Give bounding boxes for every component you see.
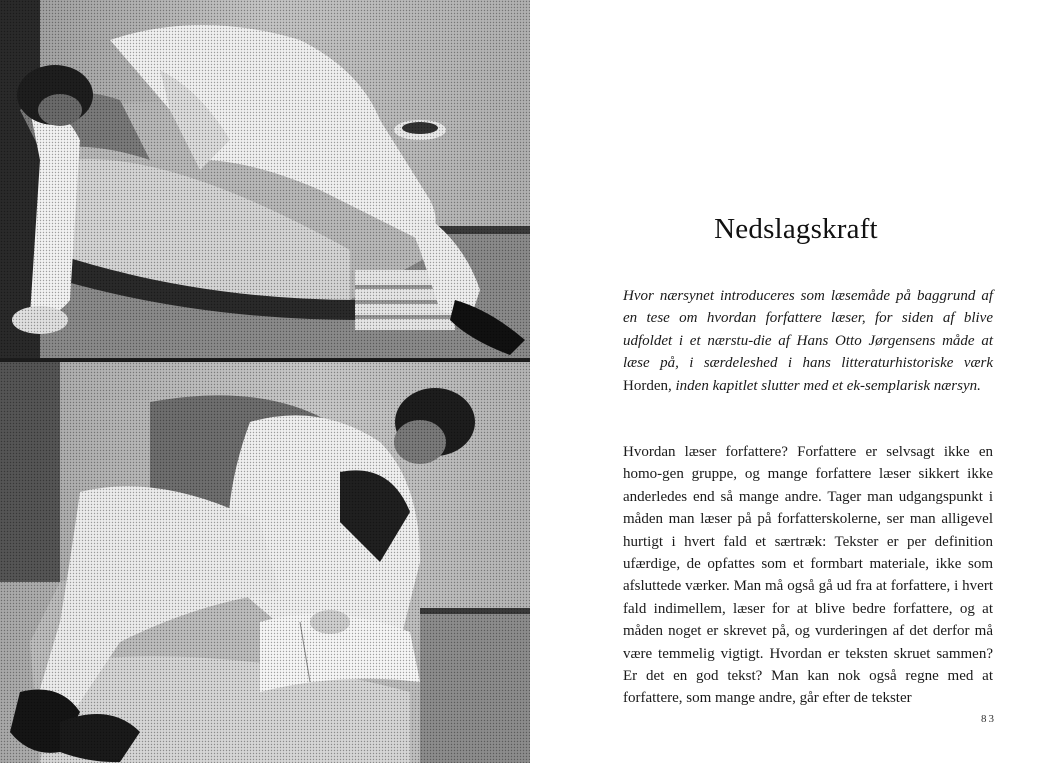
abstract-text-part2: , inden kapitlet slutter med et ek-semplarisk nærsyn. (668, 377, 981, 394)
photo-man-draped-over-armchair-icon (0, 0, 530, 358)
abstract-work-title: Horden (623, 377, 668, 394)
right-page-text (530, 0, 1062, 763)
chapter-abstract (623, 285, 993, 397)
left-page-photos (0, 0, 530, 763)
chapter-title: Nedslagskraft (714, 213, 878, 245)
photo-bottom-svg (0, 362, 530, 763)
body-paragraph: Hvordan læser forfattere? Forfattere er selvsagt ikke en homo-gen gruppe, og mange forfattere læser sikkert ikke anderledes end så mange andre. Tager man udgangspunkt i måden man læser på på forfatterskolerne, ser man alligevel hurtigt i hvert fald et særtræk: Tekster er per definition ufærdige, de opfattes som et formbart materiale, ikke som afsluttede værker. Man må også gå ud fra at forfattere, i hvert fald indimellem, læser for at blive bedre forfattere, og at måden noget er skrevet på, og vurderingen af det derfor må være temmelig vigtigt. Hvordan er teksten skruet sammen? Er det en god tekst? Man kan nok også regne med at forfattere, som mange andre, går efter de tekster (623, 444, 993, 707)
abstract-text-part1: Hvor nærsynet introduceres som læsemåde på baggrund af en tese om hvordan forfattere læser, for siden af blive udfoldet i et nærstu-die af Hans Otto Jørgensens måde at læse på, i særdeleshed i hans litteraturhistoriske værk (623, 288, 993, 372)
photo-man-reading-in-armchair-icon (0, 362, 530, 763)
photo-top-svg (0, 0, 530, 358)
page-number: 83 (981, 713, 996, 725)
